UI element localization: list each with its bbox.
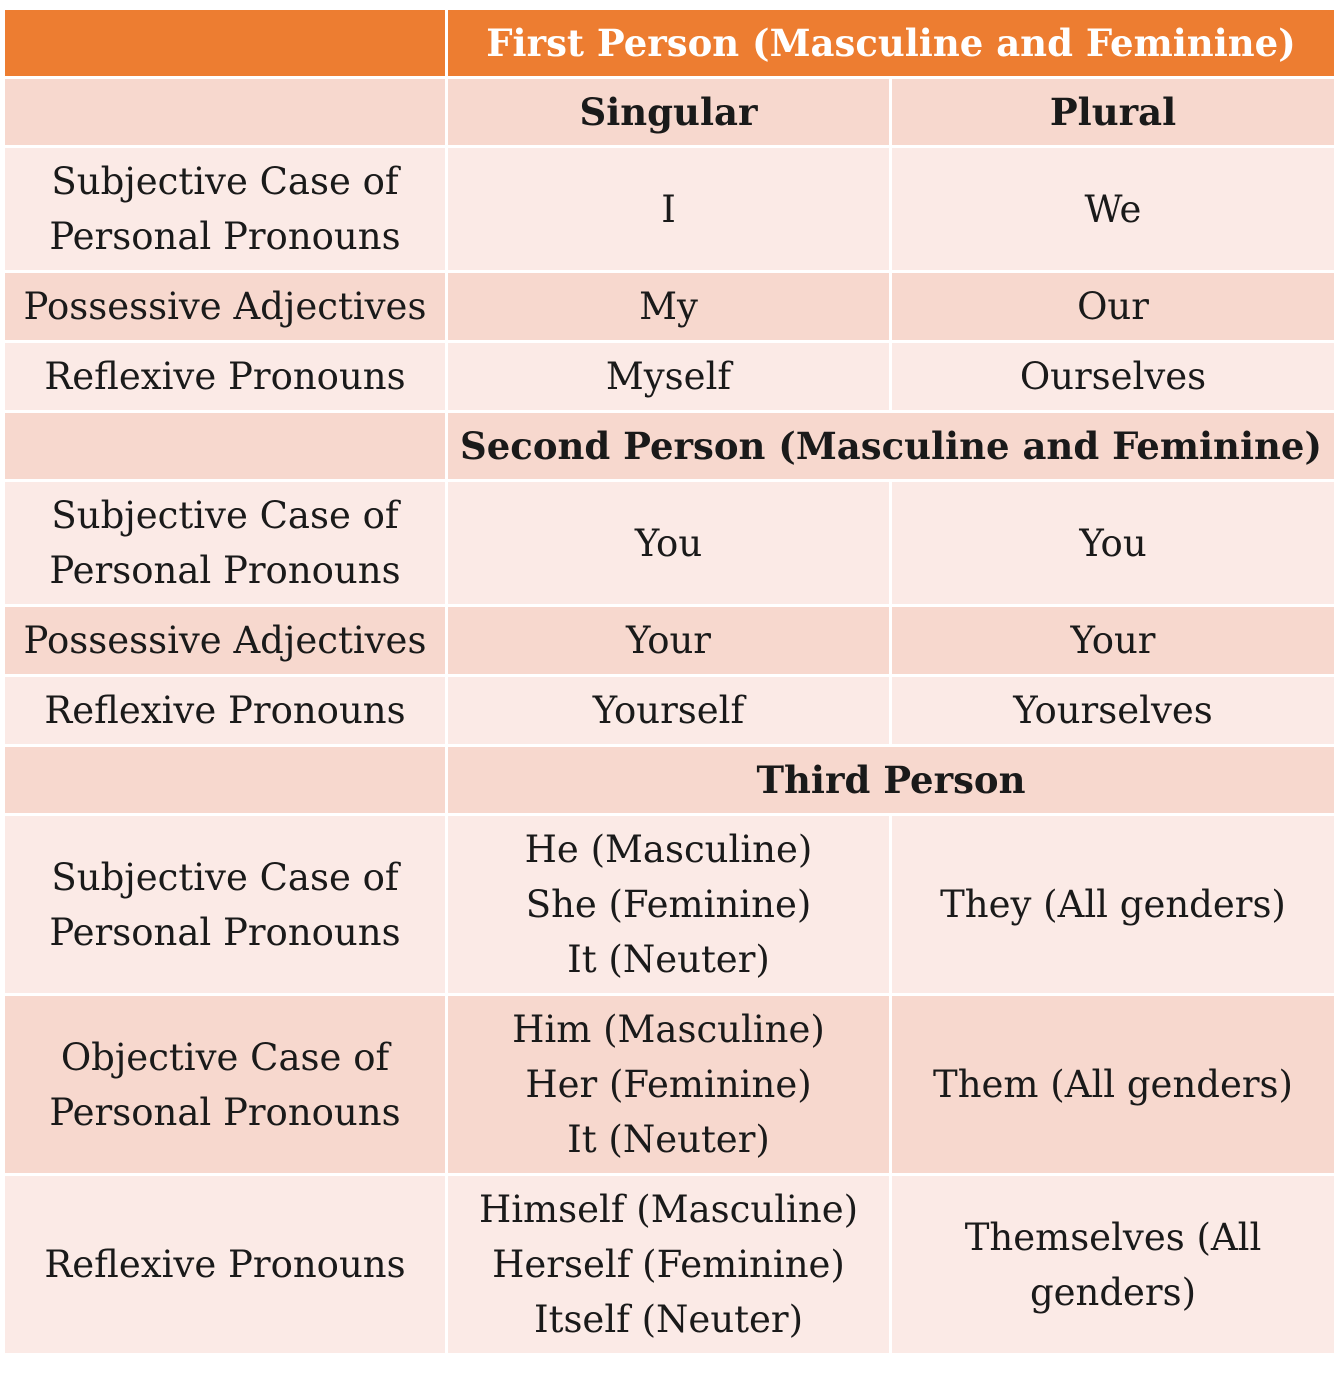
third-person-header-row	[4, 746, 1336, 815]
table-row	[4, 481, 1336, 606]
singular-cell	[447, 606, 891, 676]
plural-cell	[891, 995, 1336, 1175]
row-label	[4, 147, 447, 272]
singular-cell	[447, 147, 891, 272]
row-label	[4, 676, 447, 746]
singular-column-header: Singular	[447, 78, 891, 147]
pronoun-value: She (Feminine)	[525, 883, 812, 926]
pronoun-value: We	[1084, 187, 1142, 231]
table-row	[4, 272, 1336, 342]
row-label-line: Possessive Adjectives	[23, 285, 427, 328]
row-label-line: Personal Pronouns	[49, 549, 401, 592]
singular-cell	[447, 342, 891, 412]
number-header-blank	[4, 78, 447, 147]
row-label-line: Personal Pronouns	[49, 215, 401, 258]
pronoun-value: Him (Masculine)	[512, 1008, 825, 1051]
row-label	[4, 606, 447, 676]
pronoun-value: It (Neuter)	[567, 938, 770, 981]
row-label-line: Reflexive Pronouns	[44, 1243, 406, 1286]
pronoun-value: Ourselves	[1019, 355, 1207, 398]
pronoun-value: Your	[1070, 619, 1156, 662]
plural-cell	[891, 1175, 1336, 1355]
row-label	[4, 995, 447, 1175]
second-person-header-row	[4, 412, 1336, 481]
first-person-header-row	[4, 9, 1336, 78]
table-row	[4, 342, 1336, 412]
pronoun-value: Yourself	[592, 689, 745, 732]
header-corner-cell	[4, 9, 447, 78]
pronoun-value: Yourselves	[1013, 689, 1213, 732]
table-row	[4, 676, 1336, 746]
pronoun-value: Itself (Neuter)	[533, 1298, 804, 1341]
first-person-heading: First Person (Masculine and Feminine)	[447, 9, 1336, 78]
pronoun-value: genders)	[1029, 1270, 1197, 1314]
row-label-line: Objective Case of	[60, 1035, 390, 1079]
row-label	[4, 481, 447, 606]
plural-column-header: Plural	[891, 78, 1336, 147]
row-label	[4, 815, 447, 995]
pronoun-value: I	[661, 187, 676, 231]
pronoun-value: My	[639, 285, 698, 328]
pronoun-value: He (Masculine)	[524, 828, 813, 871]
third-person-heading: Third Person	[447, 746, 1336, 815]
table-row	[4, 1175, 1336, 1355]
pronoun-value: Our	[1077, 285, 1149, 328]
second-person-heading: Second Person (Masculine and Feminine)	[447, 412, 1336, 481]
pronoun-value: Myself	[605, 355, 732, 398]
row-label-line: Reflexive Pronouns	[44, 689, 406, 732]
row-label-line: Possessive Adjectives	[23, 619, 427, 662]
number-header-row	[4, 78, 1336, 147]
pronoun-value: It (Neuter)	[567, 1118, 770, 1161]
plural-cell	[891, 147, 1336, 272]
pronoun-value: You	[634, 521, 703, 565]
pronoun-value: Them (All genders)	[933, 1063, 1293, 1106]
table-row	[4, 147, 1336, 272]
pronoun-value: Her (Feminine)	[525, 1063, 812, 1106]
plural-cell	[891, 481, 1336, 606]
singular-cell	[447, 815, 891, 995]
section-header-blank	[4, 746, 447, 815]
singular-cell	[447, 272, 891, 342]
section-header-blank	[4, 412, 447, 481]
pronoun-value: Herself (Feminine)	[492, 1243, 845, 1286]
pronoun-value: Themselves (All	[964, 1215, 1262, 1259]
pronoun-value: Your	[625, 619, 711, 662]
singular-cell	[447, 481, 891, 606]
row-label-line: Personal Pronouns	[49, 1090, 401, 1134]
pronoun-value: Himself (Masculine)	[478, 1188, 859, 1231]
row-label-line: Personal Pronouns	[49, 910, 401, 954]
row-label-line: Reflexive Pronouns	[44, 355, 406, 398]
pronoun-value: You	[1079, 521, 1147, 565]
row-label-line: Subjective Case of	[51, 160, 399, 203]
pronoun-table	[2, 7, 1337, 1356]
row-label-line: Subjective Case of	[51, 494, 399, 537]
row-label	[4, 272, 447, 342]
plural-cell	[891, 676, 1336, 746]
table-row	[4, 606, 1336, 676]
row-label-line: Subjective Case of	[51, 855, 399, 899]
table-row	[4, 995, 1336, 1175]
plural-cell	[891, 815, 1336, 995]
table-row	[4, 815, 1336, 995]
plural-cell	[891, 342, 1336, 412]
singular-cell	[447, 995, 891, 1175]
pronoun-value: They (All genders)	[940, 883, 1286, 926]
row-label	[4, 342, 447, 412]
row-label	[4, 1175, 447, 1355]
singular-cell	[447, 676, 891, 746]
plural-cell	[891, 272, 1336, 342]
plural-cell	[891, 606, 1336, 676]
singular-cell	[447, 1175, 891, 1355]
